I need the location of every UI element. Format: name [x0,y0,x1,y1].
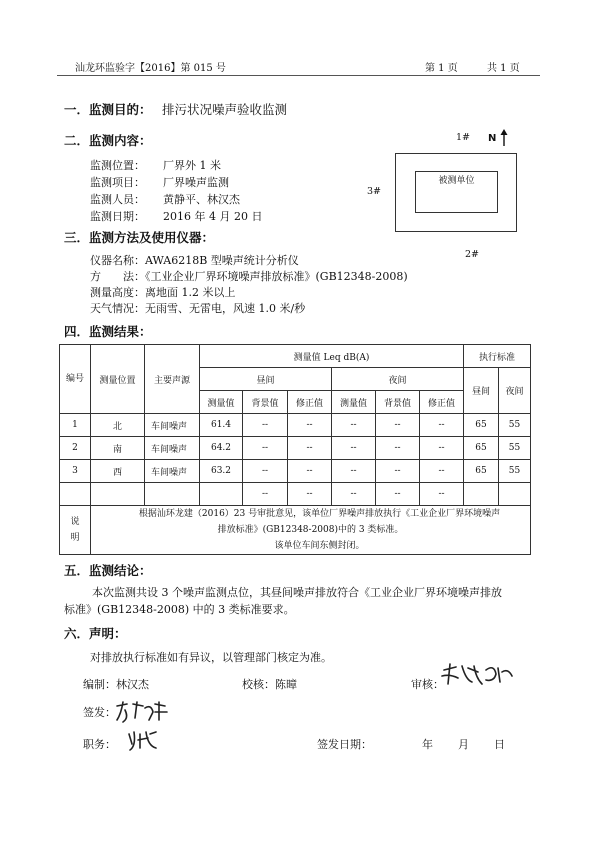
row-no: 3 [60,460,91,483]
measured-unit-box: 被测单位 [415,171,498,213]
row-std-day: 65 [464,437,499,460]
monitor-date-label: 监测日期： [90,210,145,223]
editor-label: 编制：林汉杰 [83,678,149,691]
weather-line: 天气情况：无雨雪、无雷电，风速 1.0 米/秒 [90,302,306,315]
header-night-value: 测量值 [332,391,376,414]
table-row [60,460,531,483]
row-source: 车间噪声 [145,460,200,483]
row-position: 西 [91,460,145,483]
row-day-correction: -- [288,460,332,483]
height-line: 测量高度：离地面 1.2 米以上 [90,286,236,299]
header-night-background: 背景值 [376,391,420,414]
note-line-2: 排放标准》(GB12348-2008)中的 3 类标准。 [217,525,404,535]
row-no: 2 [60,437,91,460]
row-std-day: 65 [464,414,499,437]
row-position [91,483,145,506]
table-row [60,483,531,506]
header-std-day: 昼间 [464,368,499,414]
section-5-title: 五．监测结论： [64,563,152,578]
row-source: 车间噪声 [145,414,200,437]
reviewer-label: 审核： [411,678,444,691]
page-number: 第 1 页 [425,63,458,74]
row-std-night: 55 [499,460,531,483]
point-1-label: 1# [456,132,471,143]
signer-signature [115,698,175,724]
header-position: 测量位置 [91,345,145,414]
row-night-correction: -- [420,437,464,460]
note-content [91,506,531,555]
header-nighttime: 夜间 [332,368,464,391]
date-day-label: 日 [494,738,505,751]
header-day-correction: 修正值 [288,391,332,414]
results-table [59,344,531,555]
page-total: 共 1 页 [487,63,520,74]
row-night-background: -- [376,460,420,483]
section-1-title: 一．监测目的： [64,102,152,117]
date-year-label: 年 [422,738,433,751]
row-std-day: 65 [464,460,499,483]
note-line-1: 根据汕环龙建（2016）23 号审批意见，该单位厂界噪声排放执行《工业企业厂界环境噪声 [138,509,501,519]
statement-text: 对排放执行标准如有异议，以管理部门核定为准。 [90,651,332,664]
row-day-background: -- [243,483,288,506]
north-label: N [488,133,497,144]
conclusion-line-2: 标准》(GB12348-2008) 中的 3 类标准要求。 [64,603,295,616]
row-std-night [499,483,531,506]
row-night-value: -- [332,483,376,506]
position-signature [126,728,160,752]
point-2-label: 2# [465,249,480,260]
row-day-correction: -- [288,483,332,506]
point-3-label: 3# [367,186,382,197]
row-night-value: -- [332,414,376,437]
header-night-correction: 修正值 [420,391,464,414]
row-source [145,483,200,506]
header-day-value: 测量值 [200,391,243,414]
header-source: 主要声源 [145,345,200,414]
monitor-location-value: 厂界外 1 米 [163,159,221,172]
header-measured: 测量值 Leq dB(A) [200,345,464,368]
row-std-night: 55 [499,414,531,437]
row-night-value: -- [332,437,376,460]
row-day-background: -- [243,460,288,483]
signer-label: 签发： [83,706,116,719]
row-night-value: -- [332,460,376,483]
row-no: 1 [60,414,91,437]
note-line-3: 该单位车间东侧封闭。 [274,541,365,551]
row-no [60,483,91,506]
section-3-title: 三．监测方法及使用仪器： [64,230,215,245]
reviewer-signature [438,660,518,690]
header-divider [57,75,540,76]
row-std-night: 55 [499,437,531,460]
row-day-correction: -- [288,437,332,460]
position-label: 职务： [83,738,116,751]
date-month-label: 月 [458,738,469,751]
table-row [60,414,531,437]
header-daytime: 昼间 [200,368,332,391]
instrument-line: 仪器名称：AWA6218B 型噪声统计分析仪 [90,254,299,267]
row-night-background: -- [376,414,420,437]
header-standard: 执行标准 [464,345,531,368]
monitor-staff-value: 黄静平、林汉杰 [163,193,240,206]
row-night-correction: -- [420,483,464,506]
row-position: 南 [91,437,145,460]
site-diagram [395,153,517,232]
header-std-night: 夜间 [499,368,531,414]
header-day-background: 背景值 [243,391,288,414]
method-line: 方 法：《工业企业厂界环境噪声排放标准》(GB12348-2008) [90,270,408,283]
row-day-value: 64.2 [200,437,243,460]
section-1-text: 排污状况噪声验收监测 [162,102,288,117]
north-arrow-icon [499,129,509,147]
row-night-correction: -- [420,414,464,437]
monitor-item-value: 厂界噪声监测 [163,176,229,189]
document-number: 汕龙环监验字【2016】第 015 号 [75,63,226,74]
header-no: 编号 [60,345,91,414]
note-label: 说明 [60,506,91,555]
row-day-correction: -- [288,414,332,437]
row-source: 车间噪声 [145,437,200,460]
row-position: 北 [91,414,145,437]
sign-date-label: 签发日期： [317,738,372,751]
row-day-background: -- [243,414,288,437]
row-night-background: -- [376,483,420,506]
monitor-item-label: 监测项目： [90,176,145,189]
monitor-staff-label: 监测人员： [90,193,145,206]
row-day-value: 63.2 [200,460,243,483]
row-day-value: 61.4 [200,414,243,437]
section-4-title: 四．监测结果： [64,324,152,339]
row-night-background: -- [376,437,420,460]
row-std-day [464,483,499,506]
monitor-location-label: 监测位置： [90,159,145,172]
row-day-background: -- [243,437,288,460]
row-day-value [200,483,243,506]
section-2-title: 二．监测内容： [64,133,152,148]
checker-label: 校核：陈暲 [242,678,297,691]
row-night-correction: -- [420,460,464,483]
table-row [60,437,531,460]
section-6-title: 六．声明： [64,626,127,641]
conclusion-line-1: 本次监测共设 3 个噪声监测点位，其昼间噪声排放符合《工业企业厂界环境噪声排放 [92,586,502,599]
monitor-date-value: 2016 年 4 月 20 日 [163,210,263,223]
